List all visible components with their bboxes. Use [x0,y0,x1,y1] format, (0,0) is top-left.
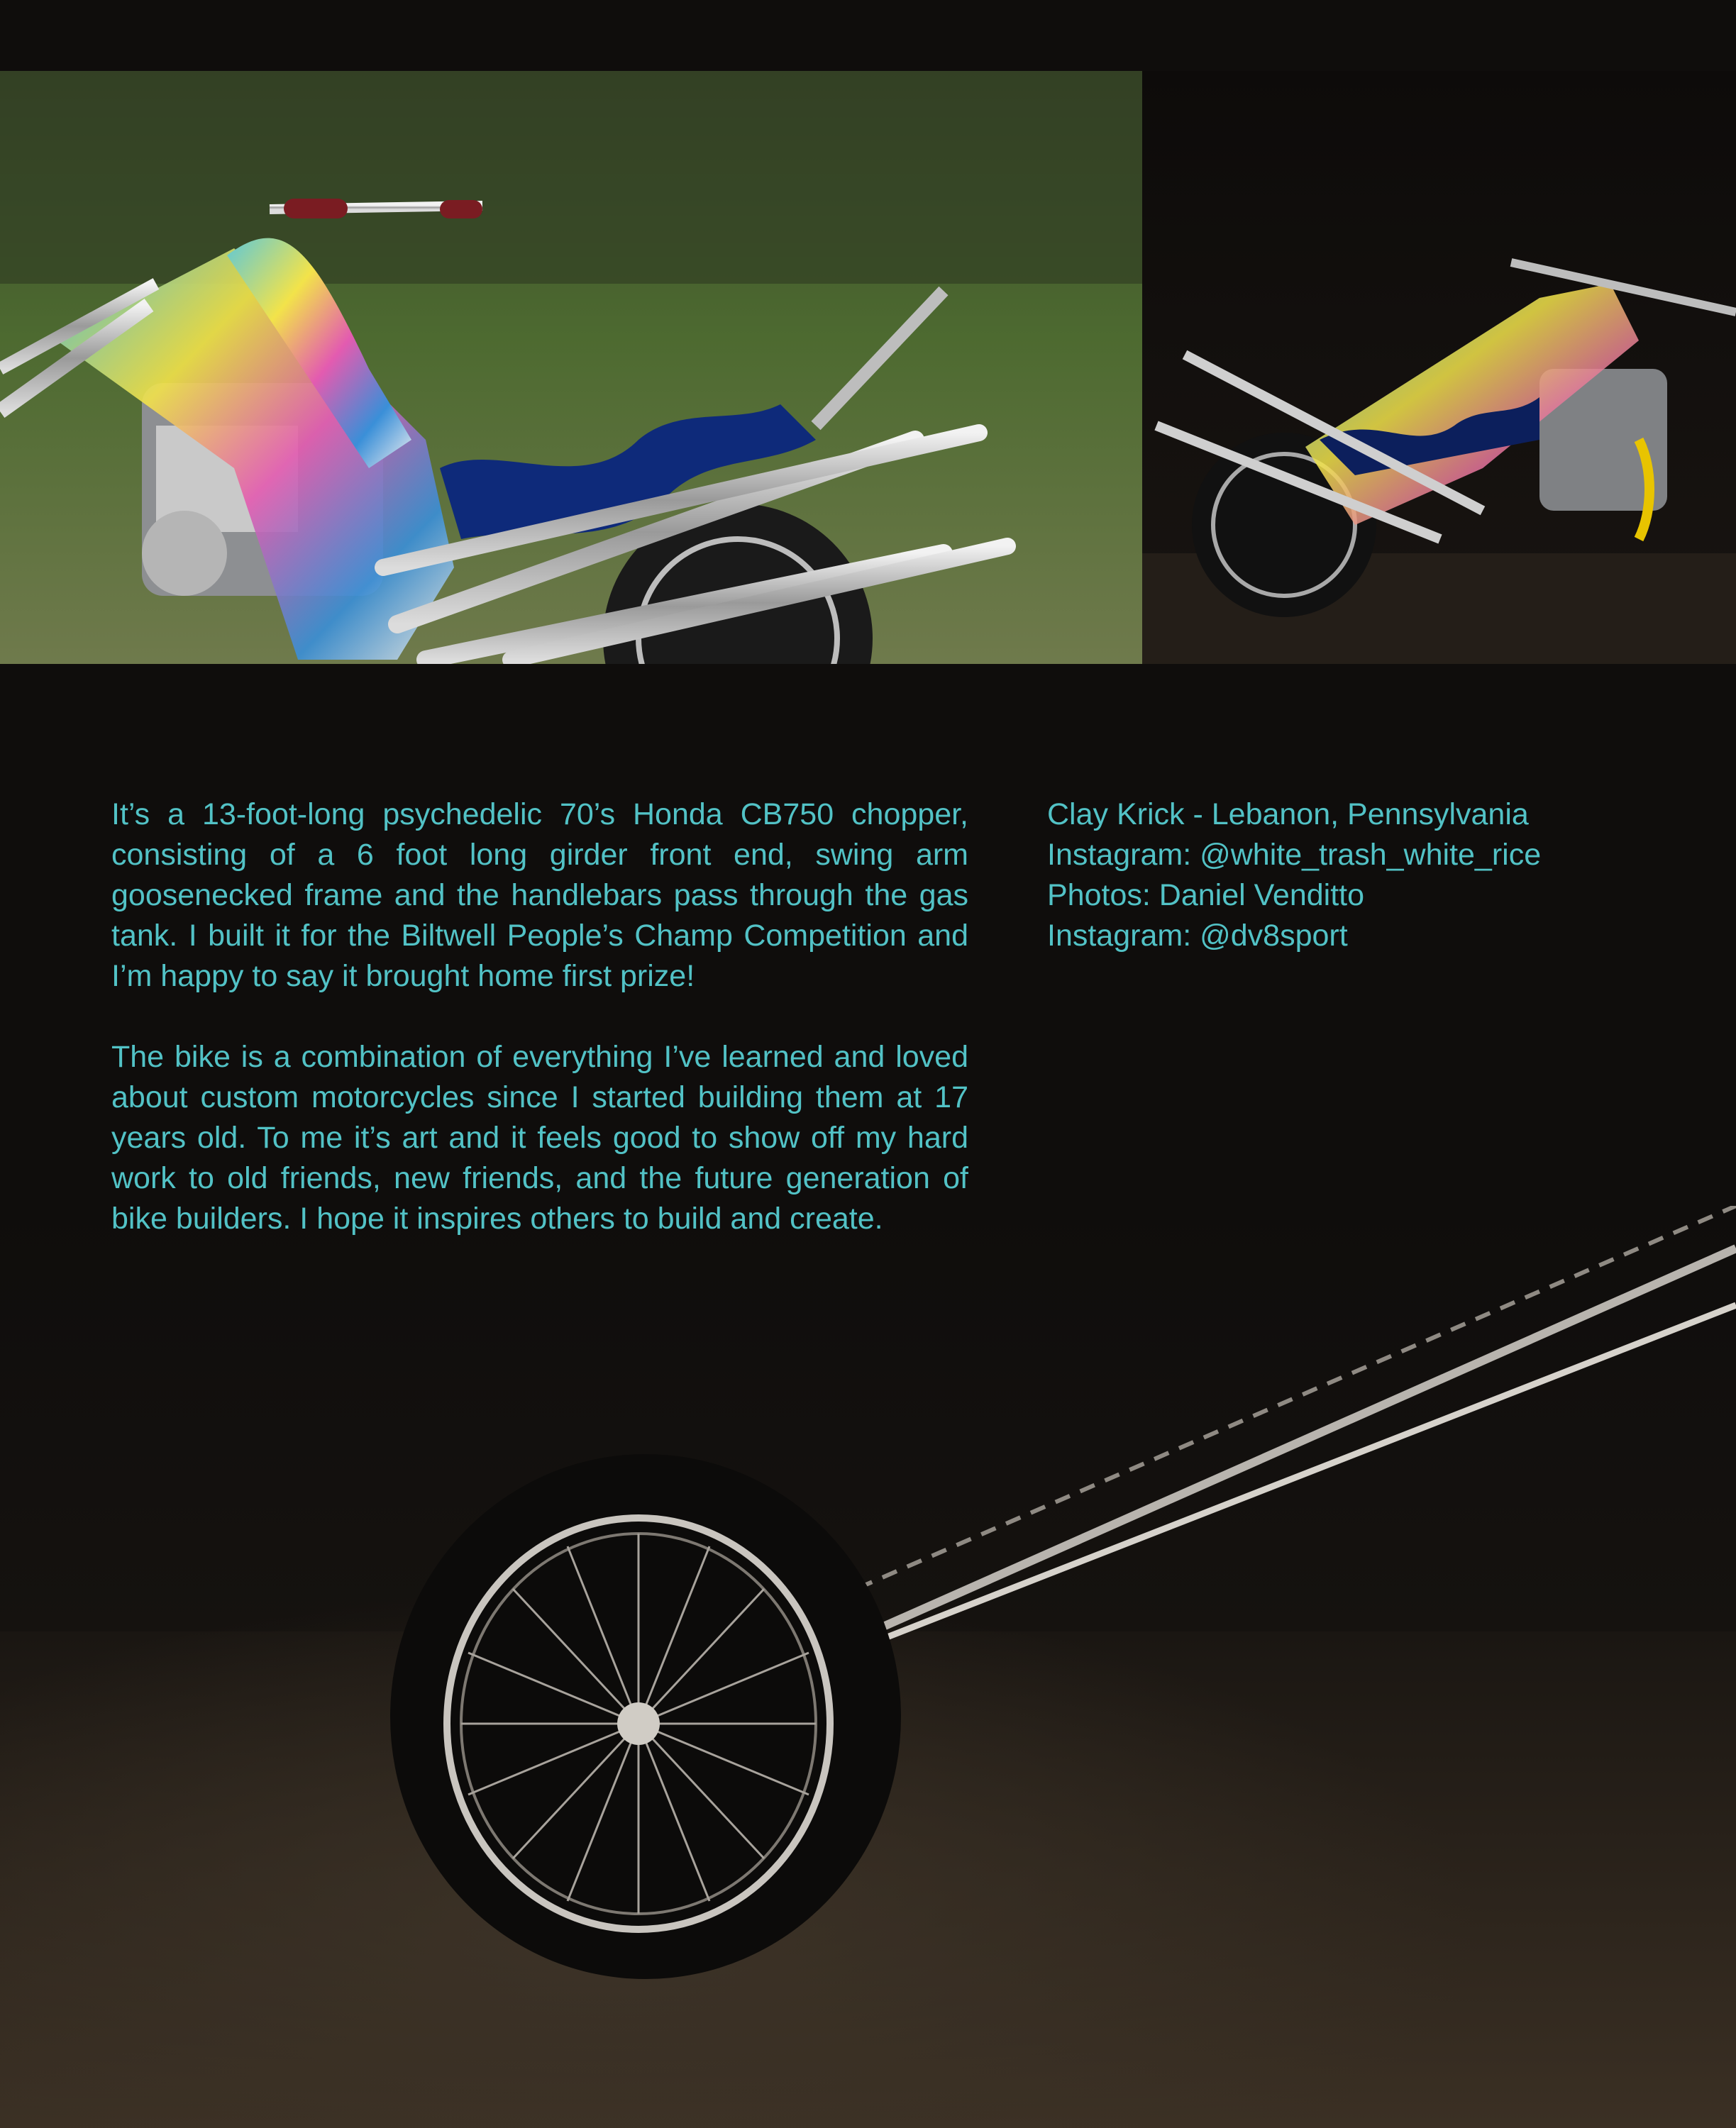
article-paragraph-1: It’s a 13-foot-long psychedelic 70’s Honda CB750 chopper, consisting of a 6 foot long girder front end, swing arm goosenecked frame and the handlebars pass through the gas tank. I built it for the Biltwell People’s Champ Competition and I’m happy to say it brought home first prize! [111,797,968,993]
builder-credit: Clay Krick - Lebanon, Pennsylvania [1047,797,1529,831]
article-body [111,794,968,1280]
chopper-side-photo [1142,71,1736,664]
credits-block [1047,794,1686,956]
front-end-wheel-photo [0,1206,1736,2128]
article-paragraph-2: The bike is a combination of everything I’ve learned and loved about custom motorcycles since I started building them at 17 years old. To me it’s art and it feels good to show off my hard work to old friends, new friends, and the future generation of bike builders. I hope it inspires others to build and create. [111,1040,968,1236]
photographer-credit: Photos: Daniel Venditto [1047,878,1365,912]
chopper-closeup-photo [0,71,1142,664]
builder-instagram: Instagram: @white_trash_white_rice [1047,838,1542,872]
photographer-instagram: Instagram: @dv8sport [1047,919,1348,953]
